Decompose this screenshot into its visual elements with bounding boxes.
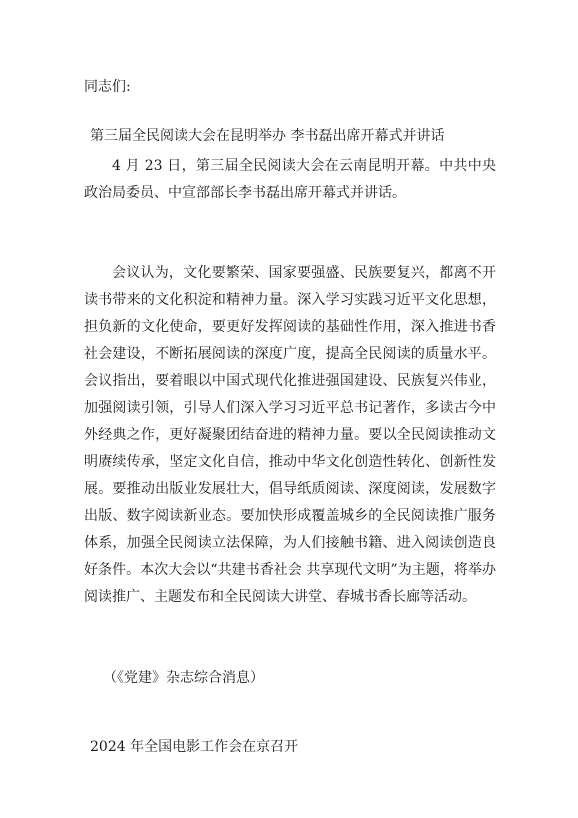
greeting: 同志们: [84,79,131,95]
article-paragraph: 4 月 23 日，第三届全民阅读大会在云南昆明开幕。中共中央政治局委员、中宣部部长李书磊出席开幕式并讲话。 [84,158,496,201]
article-headline-2: 2024 年全国电影工作会在京召开 [90,739,299,755]
article-headline: 第三届全民阅读大会在昆明举办 李书磊出席开幕式并讲话 [90,128,445,144]
article-source: （《党建》杂志综合消息） [103,670,264,686]
article-paragraph: 会议认为，文化要繁荣、国家要强盛、民族要复兴，都离不开读书带来的文化积淀和精神力量。深入学习实践习近平文化思想，担负新的文化使命，要更好发挥阅读的基础性作用，深入推进书香社会建设，不断拓展阅读的深度广度，提高全民阅读的质量水平。会议指出，要着眼以中国式现代化推进强国建设、民族复兴伟业，加强阅读引领，引导人们深入学习习近平总书记著作，多读古今中外经典之作，更好凝聚团结奋进的精神力量。要以全民阅读推动文明赓续传承，坚定文化自信，推动中华文化创造性转化、创新性发展。要推动出版业发展壮大，倡导纸质阅读、深度阅读，发展数字出版、数字阅读新业态。要加快形成覆盖城乡的全民阅读推广服务体系，加强全民阅读立法保障，为人们接触书籍、进入阅读创造良好条件。本次大会以“共建书香社会 共享现代文明”为主题，将举办阅读推广、主题发布和全民阅读大讲堂、春城书香长廊等活动。 [84,265,496,605]
